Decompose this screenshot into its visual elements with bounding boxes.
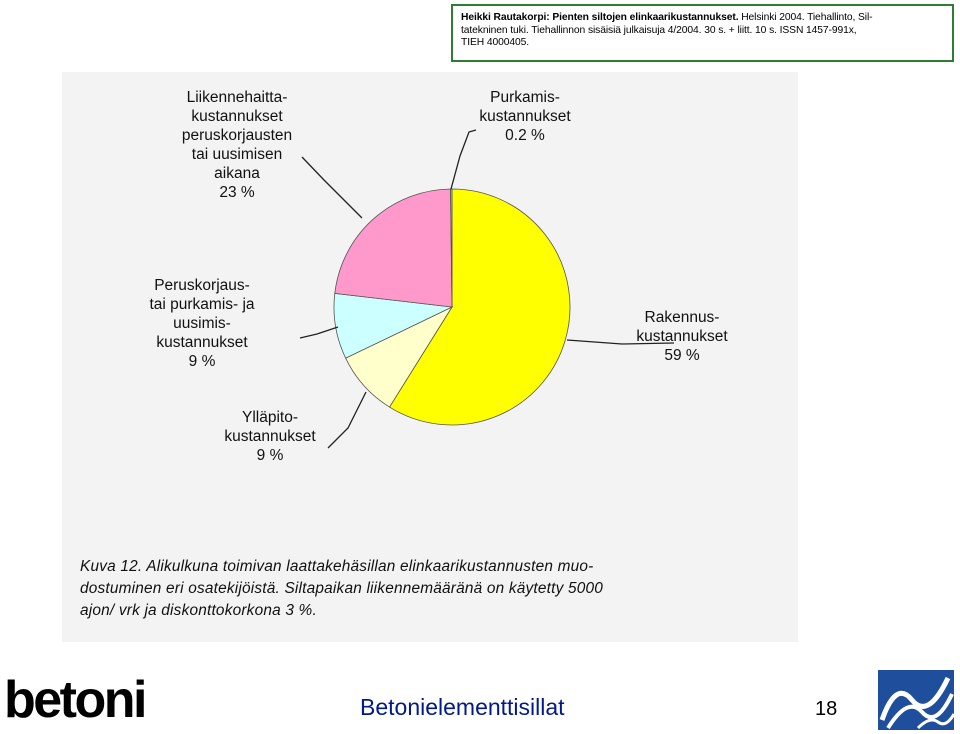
caption-line-3: ajon/ vrk ja diskonttokorkona 3 %. (80, 602, 317, 619)
reference-line-3: TIEH 4000405. (461, 37, 529, 48)
caption-line-1: Kuva 12. Alikulkuna toimivan laattakehäsillan elinkaarikustannusten muo- (80, 558, 594, 575)
slice-label-line: Ylläpito- (242, 409, 298, 426)
slice-label-line: 23 % (219, 184, 255, 201)
reference-line-2: tatekninen tuki. Tiehallinnon sisäisiä julkaisuja 4/2004. 30 s. + liitt. 10 s. ISSN 1457-991x, (461, 24, 857, 36)
slice-label-line: peruskorjausten (181, 127, 293, 144)
slice-label-line: kustannukset (224, 428, 316, 445)
slice-label-line: Purkamis- (490, 89, 560, 106)
slice-label-line: kustannukset (156, 334, 248, 351)
slice-label-line: aikana (214, 165, 260, 182)
footer-title: Betonielementtisillat (360, 694, 565, 720)
slice-label-line: Rakennus- (644, 309, 720, 326)
reference-author-title: Heikki Rautakorpi: Pienten siltojen elinkaarikustannukset. (461, 12, 739, 23)
slice-label-line: 59 % (664, 347, 700, 364)
slice-label-line: kustannukset (479, 108, 571, 125)
slice-label-line: kustannukset (636, 328, 728, 345)
slice-label-line: tai uusimisen (191, 146, 283, 163)
pie-chart (62, 72, 798, 552)
reference-box (451, 4, 954, 62)
slice-label-line: kustannukset (191, 108, 283, 125)
slice-label-purkamis (479, 89, 571, 144)
slice-label-line: 9 % (188, 353, 216, 370)
reference-details: Helsinki 2004. Tiehallinto, Sil- (738, 12, 873, 23)
pie-slice-liikennehaitta (335, 189, 452, 307)
slice-label-line: 0.2 % (505, 127, 545, 144)
figure-caption (80, 556, 780, 622)
slice-label-line: Peruskorjaus- (154, 277, 250, 294)
slice-label-peruskorjaus (149, 277, 254, 370)
slice-label-liikennehaitta (182, 89, 292, 201)
slice-label-line: 9 % (256, 447, 284, 464)
slice-label-line: uusimis- (173, 315, 231, 332)
emblem-logo-icon (878, 670, 954, 730)
leader-line-purkamis (451, 130, 476, 189)
slice-label-rakennus (636, 309, 728, 364)
leader-line-yll-pito (328, 392, 366, 448)
betoni-logo: betoni (4, 671, 145, 729)
leader-line-peruskorjaus (300, 327, 338, 338)
leader-line-liikennehaitta (302, 157, 362, 218)
page-number: 18 (815, 698, 838, 720)
reference-line-1 (461, 12, 946, 25)
slice-label-yll-pito (224, 409, 316, 464)
slice-label-line: Liikennehaitta- (186, 89, 288, 106)
slice-label-line: tai purkamis- ja (149, 296, 255, 313)
caption-line-2: dostuminen eri osatekijöistä. Siltapaikan liikennemääränä on käytetty 5000 (80, 580, 603, 597)
